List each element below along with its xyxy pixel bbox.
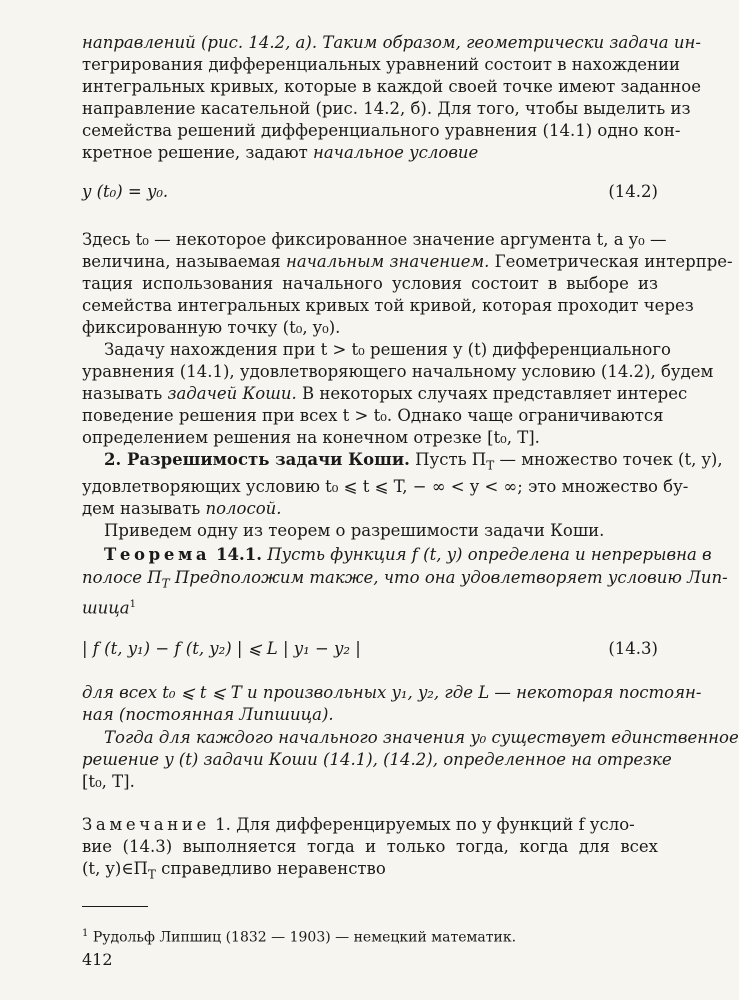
page-number: 412 (82, 950, 113, 969)
text-line: Приведем одну из теорем о разрешимости задачи Коши. (104, 521, 605, 540)
text-line: кретное решение, задают начальное условие (82, 143, 479, 162)
theorem-line: шица$^1$ (82, 598, 136, 618)
equation-number: (14.2) (608, 182, 658, 201)
theorem-line: полосе $\Pi_T$ Предположим также, что она удовлетворяет условию Лип- (82, 568, 728, 591)
theorem-line: для всех t₀ ⩽ t ⩽ T и произвольных y₁, y₂, где L — некоторая постоян- (82, 683, 702, 702)
text-line: удовлетворяющих условию t₀ ⩽ t ⩽ T, − ∞ < y < ∞; это множество бу- (82, 477, 689, 496)
text-line: направление касательной (рис. 14.2, б). Для того, чтобы выделить из (82, 99, 691, 118)
text-line: фиксированную точку (t₀, y₀). (82, 318, 341, 337)
text-line: направлений (рис. 14.2, а). Таким образом, геометрически задача ин- (82, 33, 701, 52)
text-line: тегрирования дифференциальных уравнений состоит в нахождении (82, 55, 680, 74)
text-line: тация использования начального условия состоит в выборе из (82, 274, 658, 293)
theorem-line: Теорема 14.1. Пусть функция f (t, y) определена и непрерывна в (104, 545, 712, 564)
remark-line: вие (14.3) выполняется тогда и только тогда, когда для всех (82, 837, 658, 856)
theorem-line: решение y (t) задачи Коши (14.1), (14.2), определенное на отрезке (82, 750, 672, 769)
equation-number: (14.3) (608, 639, 658, 658)
text-line: семейства интегральных кривых той кривой, которая проходит через (82, 296, 694, 315)
text-line: поведение решения при всех t > t₀. Однако чаще ограничиваются (82, 406, 664, 425)
theorem-line: ная (постоянная Липшица). (82, 705, 334, 724)
remark-line: (t, $y)\in\Pi_T$ справедливо неравенство (82, 859, 386, 882)
section-heading-line: 2. Разрешимость задачи Коши. Пусть $\Pi_T$ — множество точек (t, y), (104, 450, 723, 473)
remark-line: Замечание 1. Для дифференцируемых по y функций f усло- (82, 815, 635, 834)
text-line: семейства решений дифференциального уравнения (14.1) одно кон- (82, 121, 681, 140)
equation-14-2: y (t₀) = y₀. (82, 182, 169, 201)
equation-14-3: | f (t, y₁) − f (t, y₂) | ⩽ L | y₁ − y₂ | (82, 639, 361, 658)
theorem-line: Тогда для каждого начального значения y₀ существует единственное (104, 728, 739, 747)
footnote: $^1$ Рудольф Липшиц (1832 — 1903) — немецкий математик. (82, 928, 517, 946)
footnote-divider (82, 906, 148, 907)
text-line: дем называть полосой. (82, 499, 282, 518)
text-line: величина, называемая начальным значением. Геометрическая интерпре- (82, 252, 733, 271)
text-line: называть задачей Коши. В некоторых случаях представляет интерес (82, 384, 688, 403)
theorem-line: [t₀, T]. (82, 772, 135, 791)
text-line: уравнения (14.1), удовлетворяющего начальному условию (14.2), будем (82, 362, 714, 381)
text-line: Здесь t₀ — некоторое фиксированное значение аргумента t, а y₀ — (82, 230, 667, 249)
text-line: интегральных кривых, которые в каждой своей точке имеют заданное (82, 77, 701, 96)
text-line: Задачу нахождения при t > t₀ решения y (t) дифференциального (104, 340, 671, 359)
text-line: определением решения на конечном отрезке [t₀, T]. (82, 428, 540, 447)
